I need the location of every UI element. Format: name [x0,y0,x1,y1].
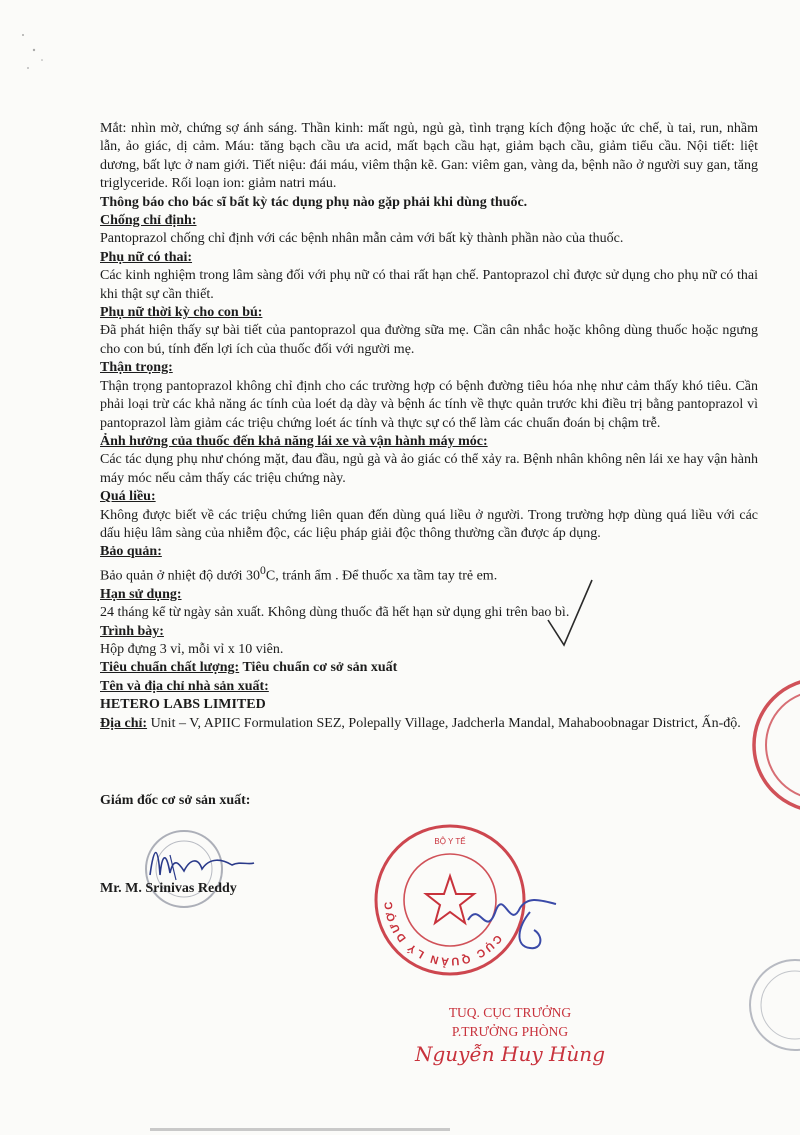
scan-speckles [20,30,60,80]
storage-degree: 0 [260,563,266,577]
official-title-line2: P.TRƯỞNG PHÒNG [451,1024,569,1039]
director-title: Giám đốc cơ sở sản xuất: [100,793,251,808]
seal-ring-text: CỤC QUẢN LÝ DƯỢC [382,899,504,968]
shelf-life-body: 24 tháng kể từ ngày sản xuất. Không dùng thuốc đã hết hạn sử dụng ghi trên bao bì. [100,605,570,621]
contraindication-body: Pantoprazol chống chỉ định với các bệnh nhân mẫn cảm với bất kỳ thành phần nào của thuốc. [100,231,624,247]
document-body [100,120,758,733]
precautions-body: Thận trọng pantoprazol không chỉ định cho các trường hợp có bệnh đường tiêu hóa nhẹ như cảm thấy khó tiêu. Cần phải loại trừ các khả năng ác tính của loét dạ dày và bệnh ác tính về thực quản trước khi điều trị bằng pantoprazol vì pantoprazol làm giảm các triệu chứng loét ác tính và thực sự có thể làm các chuẩn đoán bị chậm trễ. [100,378,758,431]
address-body: Unit – V, APIIC Formulation SEZ, Polepally Village, Jadcherla Mandal, Mahaboobnagar District, Ấn-độ. [147,715,741,731]
driving-heading: Ảnh hưởng của thuốc đến khả năng lái xe và vận hành máy móc: [100,433,488,449]
director-name: Mr. M. Srinivas Reddy [100,881,237,896]
pregnancy-body: Các kinh nghiệm trong lâm sàng đối với phụ nữ có thai rất hạn chế. Pantoprazol chỉ được sử dụng cho phụ nữ có thai khi thật sự cần thiết. [100,268,758,302]
storage-text-post: C, tránh ẩm . Để thuốc xa tầm tay trẻ em. [265,568,498,584]
storage-body [100,562,758,586]
official-title-line1: TUQ. CỤC TRƯỞNG [448,1005,572,1020]
overdose-body: Không được biết về các triệu chứng liên quan đến dùng quá liều ở người. Trong trường hợp dùng quá liều với các dấu hiệu lâm sàng của nhiễm độc, các liệu pháp giải độc thông thường cần được áp dụng. [100,507,758,541]
manufacturer-heading: Tên và địa chỉ nhà sản xuất: [100,678,269,694]
side-effects-paragraph: Mắt: nhìn mờ, chứng sợ ánh sáng. Thần kinh: mất ngủ, ngủ gà, tình trạng kích động hoặc ức chế, ù tai, run, nhầm lẫn, ảo giác, dị cảm. Máu: tăng bạch cầu ưa acid, mất bạch cầu hạt, giảm bạch cầu, giảm tiểu cầu. Nội tiết: liệt dương, bất lực ở nam giới. Tiết niệu: đái máu, viêm thận kẽ. Gan: viêm gan, vàng da, bệnh não ở người suy gan, tăng triglyceride. Rối loạn ion: giảm natri máu. [100,121,758,192]
quality-heading: Tiêu chuẩn chất lượng: [100,660,240,676]
precautions-heading: Thận trọng: [100,360,173,376]
shelf-life-heading: Hạn sử dụng: [100,586,182,602]
approval-check-mark [540,575,600,655]
seal-top-text: BỘ Y TẾ [434,837,466,846]
address-line [100,715,758,733]
edge-gray-seal [725,950,800,1060]
storage-text-pre: Bảo quản ở nhiệt độ dưới 30 [100,568,261,584]
official-signature-block [405,1003,615,1067]
quality-line [100,659,758,677]
lactation-heading: Phụ nữ thời kỳ cho con bú: [100,305,263,321]
bottom-scan-edge [150,1128,450,1131]
manufacturer-name: HETERO LABS LIMITED [100,697,266,713]
contraindication-heading: Chống chỉ định: [100,213,197,229]
driving-body: Các tác dụng phụ như chóng mặt, đau đầu, ngủ gà và ảo giác có thể xảy ra. Bệnh nhân không nên lái xe hay vận hành máy móc nếu cảm thấy các triệu chứng này. [100,452,758,486]
overdose-heading: Quá liều: [100,489,156,505]
edge-red-seal [730,670,800,820]
quality-body: Tiêu chuẩn cơ sở sản xuất [239,660,398,676]
address-label: Địa chỉ: [100,715,148,731]
packaging-body: Hộp đựng 3 vỉ, mỗi vỉ x 10 viên. [100,642,284,658]
pregnancy-heading: Phụ nữ có thai: [100,249,193,265]
notice-line: Thông báo cho bác sĩ bất kỳ tác dụng phụ nào gặp phải khi dùng thuốc. [100,194,528,210]
packaging-heading: Trình bày: [100,623,164,639]
official-signature [460,880,570,960]
storage-heading: Bảo quản: [100,544,162,560]
official-name: Nguyễn Huy Hùng [414,1042,605,1066]
lactation-body: Đã phát hiện thấy sự bài tiết của pantoprazol qua đường sữa mẹ. Cần cân nhắc hoặc không dùng thuốc hoặc ngưng cho con bú, tính đến lợi ích của thuốc đối với người mẹ. [100,323,758,357]
